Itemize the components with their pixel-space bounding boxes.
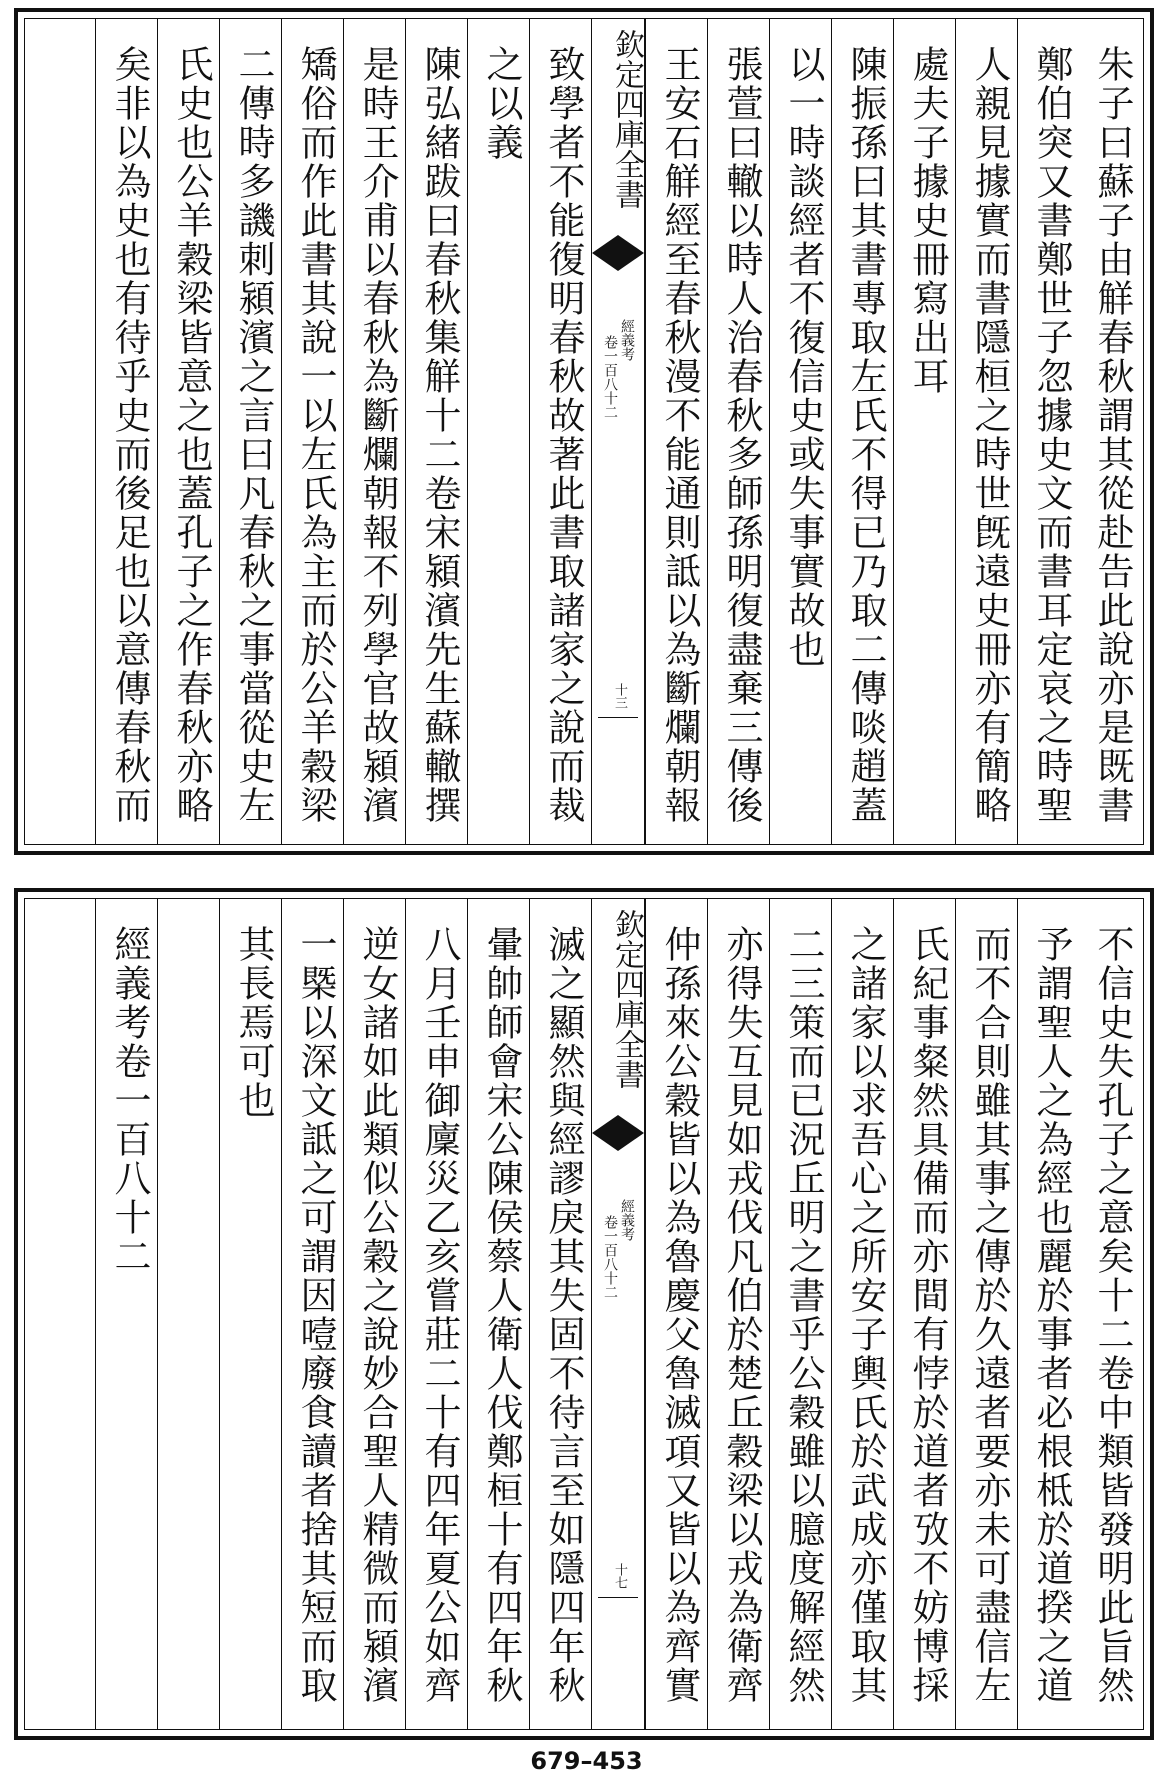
text-column [467, 19, 529, 844]
gutter-book-title: 經義考 [619, 319, 635, 361]
text-column [343, 899, 405, 1729]
column-text: 氏史也公羊穀梁皆意之也蓋孔子之作春秋亦略 [170, 45, 213, 825]
column-text: 二三策而已況丘明之書乎公穀雖以臆度解經然 [782, 925, 825, 1705]
column-text: 二傳時多譏刺潁濱之言曰凡春秋之事當從史左 [232, 45, 275, 825]
gutter-book-title: 經義考 [619, 1199, 635, 1241]
top-columns [25, 19, 1143, 844]
column-text: 一槩以深文詆之可謂因噎廢食讀者捨其短而取 [294, 925, 337, 1705]
gutter-rule [598, 1597, 638, 1598]
column-text: 陳振孫曰其書專取左氏不得已乃取二傳啖趙蓋 [844, 45, 887, 825]
text-column [955, 899, 1017, 1729]
text-column [95, 19, 157, 844]
column-text: 鄭伯突又書鄭世子忽據史文而書耳定哀之時聖 [1030, 45, 1073, 825]
column-text: 亦得失互見如戎伐凡伯於楚丘穀梁以戎為衛齊 [720, 925, 763, 1705]
column-text: 張萱曰轍以時人治春秋多師孫明復盡棄三傳後 [720, 45, 763, 825]
column-text: 王安石觧經至春秋漫不能通則詆以為斷爛朝報 [658, 45, 701, 825]
column-text: 予謂聖人之為經也麗於事者必根柢於道揆之道 [1030, 925, 1073, 1705]
text-column [645, 19, 707, 844]
column-text: 仲孫來公穀皆以為魯慶父魯滅項又皆以為齊實 [658, 925, 701, 1705]
text-column [707, 899, 769, 1729]
text-column [95, 899, 157, 1729]
text-column [955, 19, 1017, 844]
center-gutter [591, 899, 645, 1729]
column-text: 其長焉可也 [232, 925, 275, 1120]
bottom-columns [25, 899, 1143, 1729]
top-inner-frame [24, 18, 1144, 845]
top-page [14, 8, 1154, 855]
text-column [1017, 19, 1079, 844]
column-text: 陳弘緒跋曰春秋集觧十二卷宋潁濱先生蘇轍撰 [418, 45, 461, 825]
text-column [893, 899, 955, 1729]
center-gutter [591, 19, 645, 844]
column-text: 以一時談經者不復信史或失事實故也 [782, 45, 825, 669]
text-column [343, 19, 405, 844]
column-text: 八月壬申御廩災乙亥嘗莊二十有四年夏公如齊 [418, 925, 461, 1705]
gutter-rule [598, 717, 638, 718]
text-column [281, 19, 343, 844]
gutter-volume: 卷一百八十二 [602, 1215, 618, 1299]
gutter-volume: 卷一百八十二 [602, 335, 618, 419]
gutter-page-number: 十七 [612, 1563, 627, 1589]
column-text: 滅之顯然與經謬戾其失固不待言至如隱四年秋 [542, 925, 585, 1705]
column-text: 之以義 [480, 45, 523, 162]
column-text: 經義考卷一百八十二 [108, 925, 151, 1276]
text-column [529, 899, 591, 1729]
column-text: 矯俗而作此書其說一以左氏為主而於公羊穀梁 [294, 45, 337, 825]
text-column [893, 19, 955, 844]
text-column [157, 899, 219, 1729]
fish-tail-mark [592, 1133, 644, 1151]
text-column [467, 899, 529, 1729]
column-text: 暈帥師會宋公陳侯蔡人衛人伐鄭桓十有四年秋 [480, 925, 523, 1705]
text-column [157, 19, 219, 844]
text-column [645, 899, 707, 1729]
text-column [219, 899, 281, 1729]
fish-tail-mark [592, 1115, 644, 1133]
text-column [831, 899, 893, 1729]
column-text: 致學者不能復明春秋故著此書取諸家之說而裁 [542, 45, 585, 825]
text-column [219, 19, 281, 844]
page-footer: 679–453 [530, 1747, 643, 1775]
column-text: 而不合則雖其事之傳於久遠者要亦未可盡信左 [968, 925, 1011, 1705]
bottom-inner-frame [24, 898, 1144, 1730]
text-column [769, 899, 831, 1729]
column-text: 氏紀事粲然具備而亦間有悖於道者攷不妨博採 [906, 925, 949, 1705]
text-column [1079, 899, 1141, 1729]
column-text: 是時王介甫以春秋為斷爛朝報不列學官故潁濱 [356, 45, 399, 825]
column-text: 逆女諸如此類似公穀之說妙合聖人精微而潁濱 [356, 925, 399, 1705]
column-text: 之諸家以求吾心之所安子輿氏於武成亦僅取其 [844, 925, 887, 1705]
gutter-title: 欽定四庫全書 [609, 909, 644, 1089]
fish-tail-mark [592, 253, 644, 271]
fish-tail-mark [592, 235, 644, 253]
text-column [281, 899, 343, 1729]
column-text: 人親見據實而書隱桓之時世旣遠史冊亦有簡略 [968, 45, 1011, 825]
column-text: 矣非以為史也有待乎史而後足也以意傳春秋而 [108, 45, 151, 825]
text-column [529, 19, 591, 844]
text-column [405, 899, 467, 1729]
text-column [1079, 19, 1141, 844]
text-column [769, 19, 831, 844]
column-text: 不信史失孔子之意矣十二卷中類皆發明此旨然 [1091, 925, 1134, 1705]
bottom-page [14, 888, 1154, 1740]
text-column [405, 19, 467, 844]
text-column [707, 19, 769, 844]
column-text: 處夫子據史冊寫出耳 [906, 45, 949, 396]
gutter-page-number: 十三 [612, 683, 627, 709]
gutter-title: 欽定四庫全書 [609, 29, 644, 209]
text-column [831, 19, 893, 844]
text-column [1017, 899, 1079, 1729]
column-text: 朱子曰蘇子由觧春秋謂其從赴告此說亦是既書 [1091, 45, 1134, 825]
